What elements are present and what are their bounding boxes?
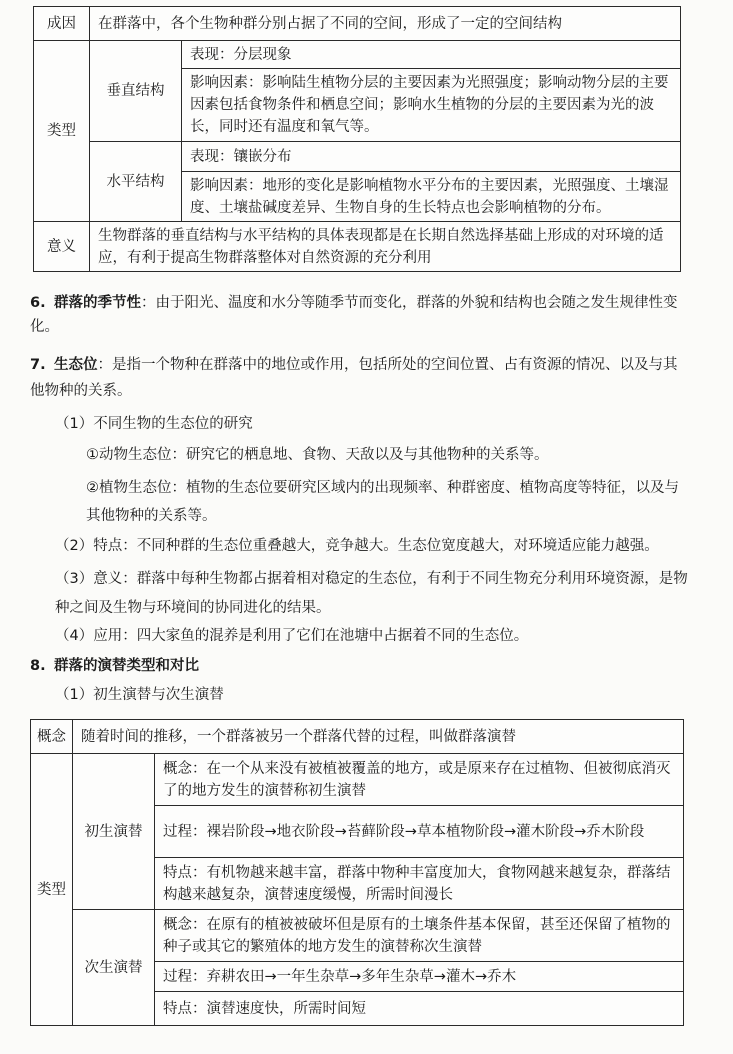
item-7-sub1-plant: ②植物生态位：植物的生态位要研究区域内的出现频率、种群密度、植物高度等特征，以及与其他物种的关系等。 — [86, 480, 679, 524]
horizontal-manifestation: 表现：镶嵌分布 — [182, 142, 681, 172]
table-row — [34, 222, 681, 272]
secondary-process: 过程：弃耕农田→一年生杂草→多年生杂草→灌木→乔木 — [155, 962, 684, 992]
item-7-sub1-title: （1）不同生物的生态位的研究 — [55, 416, 253, 432]
row-label-cause: 成因 — [34, 7, 90, 41]
primary-process: 过程：裸岩阶段→地衣阶段→苔藓阶段→草本植物阶段→灌木阶段→乔木阶段 — [155, 806, 684, 858]
row-label-meaning: 意义 — [34, 222, 90, 272]
cause-content: 在群落中，各个生物种群分别占据了不同的空间，形成了一定的空间结构 — [90, 7, 681, 41]
primary-features: 特点：有机物越来越丰富，群落中物种丰富度加大，食物网越来越复杂，群落结构越来越复杂，演替速度缓慢，所需时间漫长 — [155, 858, 684, 910]
table-row — [34, 142, 681, 172]
item-7-text: ：是指一个物种在群落中的地位或作用，包括所处的空间位置、占有资源的情况、以及与其他物种的关系。 — [30, 357, 678, 399]
item-8-number: 8. — [30, 658, 46, 674]
row-label-type: 类型 — [31, 754, 73, 1026]
table-row — [31, 910, 684, 962]
item-7-sub2: （2）特点：不同种群的生态位重叠越大，竞争越大。生态位宽度越大，对环境适应能力越强。 — [55, 538, 659, 554]
item-7-number: 7. — [30, 357, 46, 373]
table-row — [31, 754, 684, 806]
secondary-features: 特点：演替速度快，所需时间短 — [155, 992, 684, 1026]
item-8-paragraph — [30, 654, 690, 678]
vertical-factors: 影响因素：影响陆生植物分层的主要因素为光照强度；影响动物分层的主要因素包括食物条件和栖息空间；影响水生植物的分层的主要因素为光的波长，同时还有温度和氧气等。 — [182, 69, 681, 142]
horizontal-factors: 影响因素：地形的变化是影响植物水平分布的主要因素，光照强度、土壤湿度、土壤盐碱度差异、生物自身的生长特点也会影响植物的分布。 — [182, 172, 681, 222]
secondary-succession-label: 次生演替 — [73, 910, 155, 1026]
item-7-title: 生态位 — [54, 357, 98, 373]
item-7-paragraph — [30, 352, 690, 404]
primary-concept: 概念：在一个从来没有被植被覆盖的地方，或是原来存在过植物、但被彻底消灭了的地方发生的演替称初生演替 — [155, 754, 684, 806]
item-6-paragraph — [30, 291, 690, 339]
succession-concept: 随着时间的推移，一个群落被另一个群落代替的过程，叫做群落演替 — [73, 720, 684, 754]
succession-table — [30, 719, 684, 1026]
primary-succession-label: 初生演替 — [73, 754, 155, 910]
row-label-concept: 概念 — [31, 720, 73, 754]
secondary-concept: 概念：在原有的植被被破坏但是原有的土壤条件基本保留，甚至还保留了植物的种子或其它的繁殖体的地方发生的演替称次生演替 — [155, 910, 684, 962]
item-8-title: 群落的演替类型和对比 — [54, 658, 199, 674]
vertical-manifestation: 表现：分层现象 — [182, 41, 681, 69]
structure-table — [33, 6, 681, 272]
row-label-type: 类型 — [34, 41, 90, 222]
item-6-number: 6. — [30, 295, 46, 311]
table-row — [31, 720, 684, 754]
horizontal-structure-label: 水平结构 — [90, 142, 182, 222]
table-row — [34, 41, 681, 69]
meaning-content: 生物群落的垂直结构与水平结构的具体表现都是在长期自然选择基础上形成的对环境的适应，有利于提高生物群落整体对自然资源的充分利用 — [90, 222, 681, 272]
vertical-structure-label: 垂直结构 — [90, 41, 182, 142]
table-row — [34, 7, 681, 41]
item-8-sub1: （1）初生演替与次生演替 — [55, 687, 224, 703]
item-7-sub3: （3）意义：群落中每种生物都占据着相对稳定的生态位，有利于不同生物充分利用环境资源，是物种之间及生物与环境间的协同进化的结果。 — [55, 571, 688, 616]
item-6-text: ：由于阳光、温度和水分等随季节而变化，群落的外貌和结构也会随之发生规律性变化。 — [30, 295, 678, 335]
item-7-sub1-animal: ①动物生态位：研究它的栖息地、食物、天敌以及与其他物种的关系等。 — [86, 447, 549, 463]
item-6-title: 群落的季节性 — [54, 295, 141, 311]
item-7-sub4: （4）应用：四大家鱼的混养是利用了它们在池塘中占据着不同的生态位。 — [55, 628, 529, 644]
